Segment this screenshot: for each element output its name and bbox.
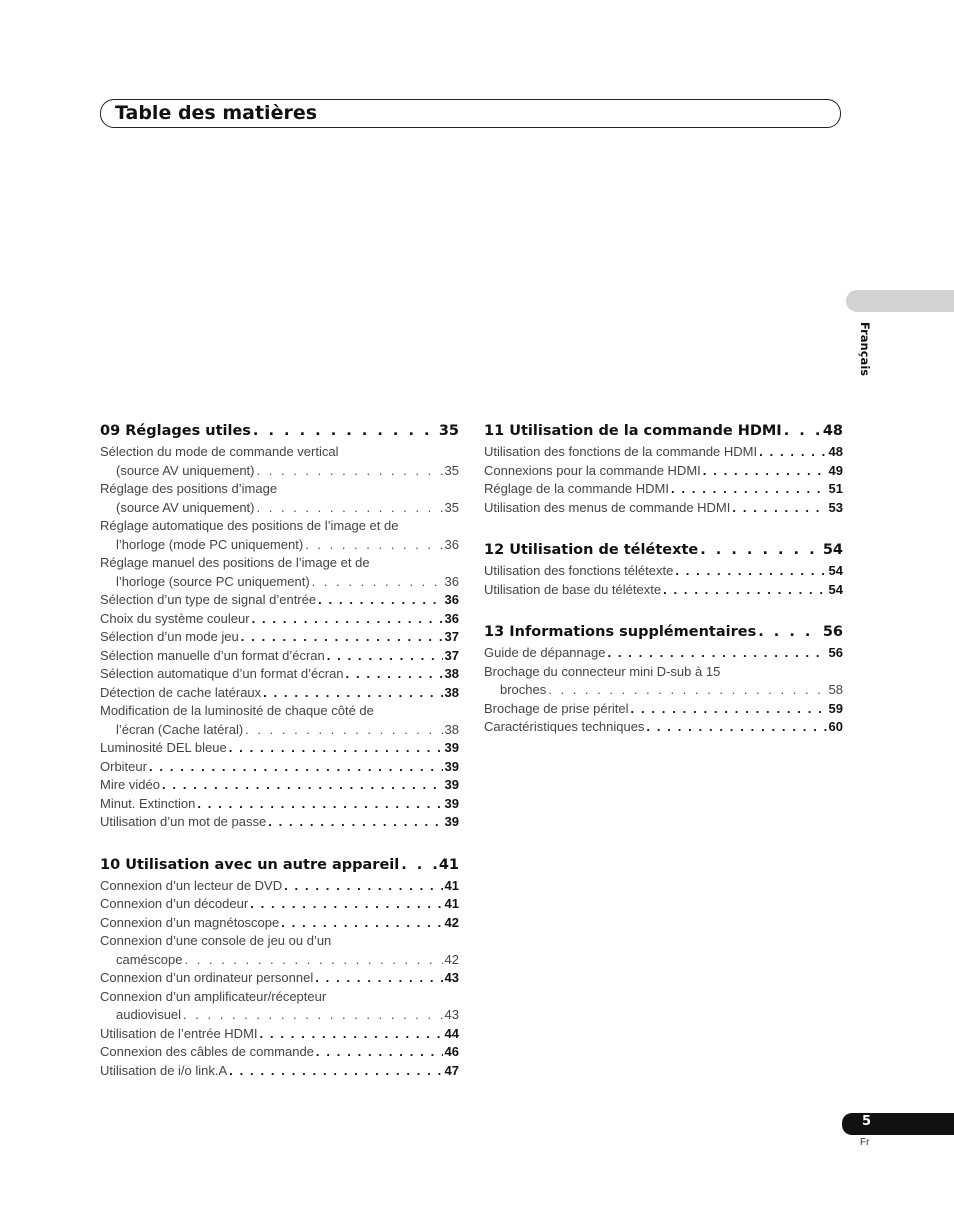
entry-text: Caractéristiques techniques (484, 719, 645, 734)
entry-text: Mire vidéo (100, 777, 160, 792)
entry-text: Minut. Extinction (100, 795, 196, 811)
leader-dots (758, 621, 821, 644)
leader-dots (346, 665, 443, 684)
entry-text: Sélection d’un mode jeu (100, 629, 239, 644)
entry-text: Connexion d’un ordinateur personnel (100, 970, 314, 985)
entry-page: 36 (444, 610, 459, 626)
toc-entry[interactable] (100, 1025, 459, 1044)
entry-text: Luminosité DEL bleue (100, 740, 227, 755)
leader-dots (700, 539, 821, 562)
entry-text: Réglage de la commande HDMI (484, 481, 669, 496)
toc-entry[interactable] (100, 1043, 459, 1062)
section-title: 11 Utilisation de la commande HDMI (484, 423, 782, 439)
leader-dots (268, 813, 442, 832)
leader-dots (260, 1025, 443, 1044)
toc-entry[interactable] (484, 644, 843, 663)
section-page: 56 (822, 624, 843, 640)
entry-text-continued: (source AV uniquement) (116, 499, 255, 515)
toc-entry[interactable] (100, 758, 459, 777)
entry-line2 (100, 462, 459, 481)
entry-page: 39 (444, 814, 459, 829)
entry-line2 (100, 573, 459, 592)
section-heading[interactable] (100, 420, 459, 443)
leader-dots (703, 462, 827, 481)
toc-section (484, 621, 843, 737)
entry-text: Connexion des câbles de commande (100, 1044, 314, 1059)
toc-entry[interactable] (100, 914, 459, 933)
toc-entry[interactable] (100, 665, 459, 684)
leader-dots (263, 684, 442, 703)
entry-line2 (484, 681, 843, 700)
toc-entry[interactable] (100, 813, 459, 832)
entry-page: 49 (828, 462, 843, 478)
entry-page: 51 (828, 481, 843, 496)
entry-page: 37 (444, 647, 459, 663)
entry-text: Utilisation de l’entrée HDMI (100, 1025, 258, 1041)
toc-entry[interactable] (484, 700, 843, 719)
entry-text-continued: caméscope (116, 951, 183, 967)
entry-page: 39 (444, 740, 459, 755)
entry-text-continued: broches (500, 682, 547, 697)
entry-text: Orbiteur (100, 758, 147, 774)
toc-entry[interactable] (100, 702, 459, 739)
section-heading[interactable] (484, 539, 843, 562)
leader-dots (607, 644, 826, 663)
entry-page: 36 (444, 592, 459, 607)
entry-page: 59 (828, 700, 843, 716)
entry-page: 41 (444, 877, 459, 893)
entry-page: 48 (828, 444, 843, 459)
leader-dots (315, 969, 442, 988)
section-page: 41 (438, 856, 459, 873)
entry-text: Sélection du mode de commande vertical (100, 444, 339, 459)
entry-text: Sélection d’un type de signal d’entrée (100, 592, 317, 607)
section-heading[interactable] (484, 420, 843, 443)
page-language-code: Fr (860, 1137, 870, 1148)
entry-text: Connexion d’un amplificateur/récepteur (100, 988, 327, 1004)
section-title: 12 Utilisation de télétexte (484, 542, 699, 558)
section-title: 10 Utilisation avec un autre appareil (100, 856, 400, 873)
entry-text-continued: l’horloge (source PC uniquement) (116, 573, 310, 589)
leader-dots (281, 914, 442, 933)
entry-line2 (100, 951, 459, 970)
entry-page: 36 (444, 573, 459, 589)
entry-text: Réglage des positions d’image (100, 481, 278, 496)
toc-entry[interactable] (100, 628, 459, 647)
entry-page: 44 (444, 1025, 459, 1041)
leader-dots (732, 499, 826, 518)
leader-dots (257, 462, 443, 481)
language-label: Français (858, 322, 872, 377)
toc-entry[interactable] (484, 663, 843, 700)
toc-section (484, 539, 843, 599)
entry-text: Connexion d’un magnétoscope (100, 914, 280, 930)
entry-page: 53 (828, 499, 843, 515)
leader-dots (149, 758, 443, 777)
section-title: 13 Informations supplémentaires (484, 624, 757, 640)
leader-dots (162, 776, 443, 795)
entry-page: 39 (444, 795, 459, 811)
entry-page: 35 (444, 499, 459, 515)
entry-text-continued: (source AV uniquement) (116, 462, 255, 478)
entry-text-continued: l’écran (Cache latéral) (116, 721, 244, 737)
entry-page: 58 (828, 682, 843, 697)
toc-entry[interactable] (100, 739, 459, 758)
leader-dots (253, 420, 437, 443)
page-number: 5 (862, 1114, 872, 1129)
toc-entry[interactable] (484, 480, 843, 499)
leader-dots (631, 700, 827, 719)
entry-page: 46 (444, 1044, 459, 1059)
leader-dots (759, 443, 826, 462)
section-page: 54 (822, 542, 843, 558)
leader-dots (318, 591, 442, 610)
toc-entry[interactable] (100, 647, 459, 666)
entry-line2 (100, 536, 459, 555)
entry-text: Réglage manuel des positions de l’image et de (100, 555, 370, 570)
leader-dots (401, 854, 437, 877)
section-title: 09 Réglages utiles (100, 423, 251, 439)
toc-entry[interactable] (100, 610, 459, 629)
leader-dots (784, 420, 821, 443)
toc-entry[interactable] (100, 480, 459, 517)
entry-page: 54 (828, 563, 843, 578)
leader-dots (675, 562, 826, 581)
section-page: 35 (438, 423, 459, 439)
leader-dots (241, 628, 443, 647)
toc-entry[interactable] (100, 969, 459, 988)
entry-page: 54 (828, 581, 843, 597)
entry-page: 38 (444, 721, 459, 737)
leader-dots (257, 499, 443, 518)
entry-text: Utilisation des menus de commande HDMI (484, 499, 731, 515)
toc-right-column (484, 420, 843, 759)
entry-text: Utilisation de i/o link.A (100, 1062, 228, 1078)
leader-dots (197, 795, 442, 814)
toc-entry[interactable] (100, 877, 459, 896)
toc-entry[interactable] (484, 581, 843, 600)
toc-entry[interactable] (100, 776, 459, 795)
page-number-tab (842, 1113, 954, 1135)
toc-entry[interactable] (484, 462, 843, 481)
toc-section (100, 420, 459, 832)
entry-line2 (100, 1006, 459, 1025)
toc-entry[interactable] (100, 988, 459, 1025)
entry-page: 37 (444, 629, 459, 644)
section-heading[interactable] (484, 621, 843, 644)
leader-dots (327, 647, 443, 666)
entry-page: 42 (444, 914, 459, 930)
leader-dots (646, 718, 826, 737)
entry-page: 42 (444, 951, 459, 967)
toc-entry[interactable] (100, 895, 459, 914)
page-title: Table des matières (115, 102, 318, 124)
toc-entry[interactable] (100, 684, 459, 703)
entry-text: Connexion d’un décodeur (100, 896, 249, 911)
toc-section (100, 854, 459, 1081)
leader-dots (312, 573, 443, 592)
leader-dots (671, 480, 827, 499)
entry-text: Guide de dépannage (484, 645, 606, 660)
entry-text: Choix du système couleur (100, 610, 250, 626)
toc-section (484, 420, 843, 517)
entry-text: Détection de cache latéraux (100, 684, 262, 700)
entry-text: Réglage automatique des positions de l’image et de (100, 518, 399, 533)
section-heading[interactable] (100, 854, 459, 877)
entry-page: 43 (444, 970, 459, 985)
entry-text-continued: l’horloge (mode PC uniquement) (116, 536, 304, 552)
entry-text: Connexion d’une console de jeu ou d’un (100, 933, 332, 948)
toc-entry[interactable] (484, 562, 843, 581)
entry-text: Sélection manuelle d’un format d’écran (100, 647, 325, 663)
toc-entry[interactable] (100, 554, 459, 591)
leader-dots (305, 536, 442, 555)
leader-dots (184, 951, 442, 970)
toc-entry[interactable] (100, 517, 459, 554)
entry-page: 38 (444, 684, 459, 700)
entry-page: 47 (444, 1062, 459, 1078)
leader-dots (229, 1062, 442, 1081)
toc-left-column (100, 420, 459, 1102)
toc-entry[interactable] (100, 443, 459, 480)
leader-dots (663, 581, 826, 600)
leader-dots (229, 739, 443, 758)
toc-entry[interactable] (100, 591, 459, 610)
entry-page: 43 (444, 1007, 459, 1022)
entry-line2 (100, 499, 459, 518)
toc-entry[interactable] (484, 499, 843, 518)
entry-text: Utilisation de base du télétexte (484, 581, 662, 597)
leader-dots (250, 895, 442, 914)
entry-page: 39 (444, 777, 459, 792)
leader-dots (245, 721, 442, 740)
entry-page: 56 (828, 645, 843, 660)
entry-page: 38 (444, 666, 459, 681)
entry-page: 41 (444, 896, 459, 911)
entry-page: 60 (828, 719, 843, 734)
entry-page: 39 (444, 758, 459, 774)
entry-text: Utilisation d’un mot de passe (100, 814, 267, 829)
entry-text: Brochage du connecteur mini D-sub à 15 (484, 663, 721, 679)
entry-text: Sélection automatique d’un format d’écran (100, 666, 344, 681)
entry-page: 36 (444, 536, 459, 552)
leader-dots (252, 610, 443, 629)
language-tab (846, 290, 954, 312)
leader-dots (284, 877, 442, 896)
toc-entry[interactable] (484, 443, 843, 462)
toc-entry[interactable] (100, 932, 459, 969)
entry-text: Connexions pour la commande HDMI (484, 462, 701, 478)
entry-text: Utilisation des fonctions télétexte (484, 563, 674, 578)
entry-page: 35 (444, 462, 459, 478)
toc-entry[interactable] (100, 1062, 459, 1081)
section-page: 48 (822, 423, 843, 439)
leader-dots (548, 681, 826, 700)
toc-entry[interactable] (484, 718, 843, 737)
toc-entry[interactable] (100, 795, 459, 814)
entry-text-continued: audiovisuel (116, 1007, 182, 1022)
entry-line2 (100, 721, 459, 740)
entry-text: Connexion d’un lecteur de DVD (100, 877, 283, 893)
entry-text: Utilisation des fonctions de la commande HDMI (484, 444, 758, 459)
entry-text: Modification de la luminosité de chaque côté de (100, 703, 374, 718)
title-bar (100, 99, 841, 128)
entry-text: Brochage de prise péritel (484, 700, 629, 716)
leader-dots (183, 1006, 442, 1025)
leader-dots (316, 1043, 443, 1062)
